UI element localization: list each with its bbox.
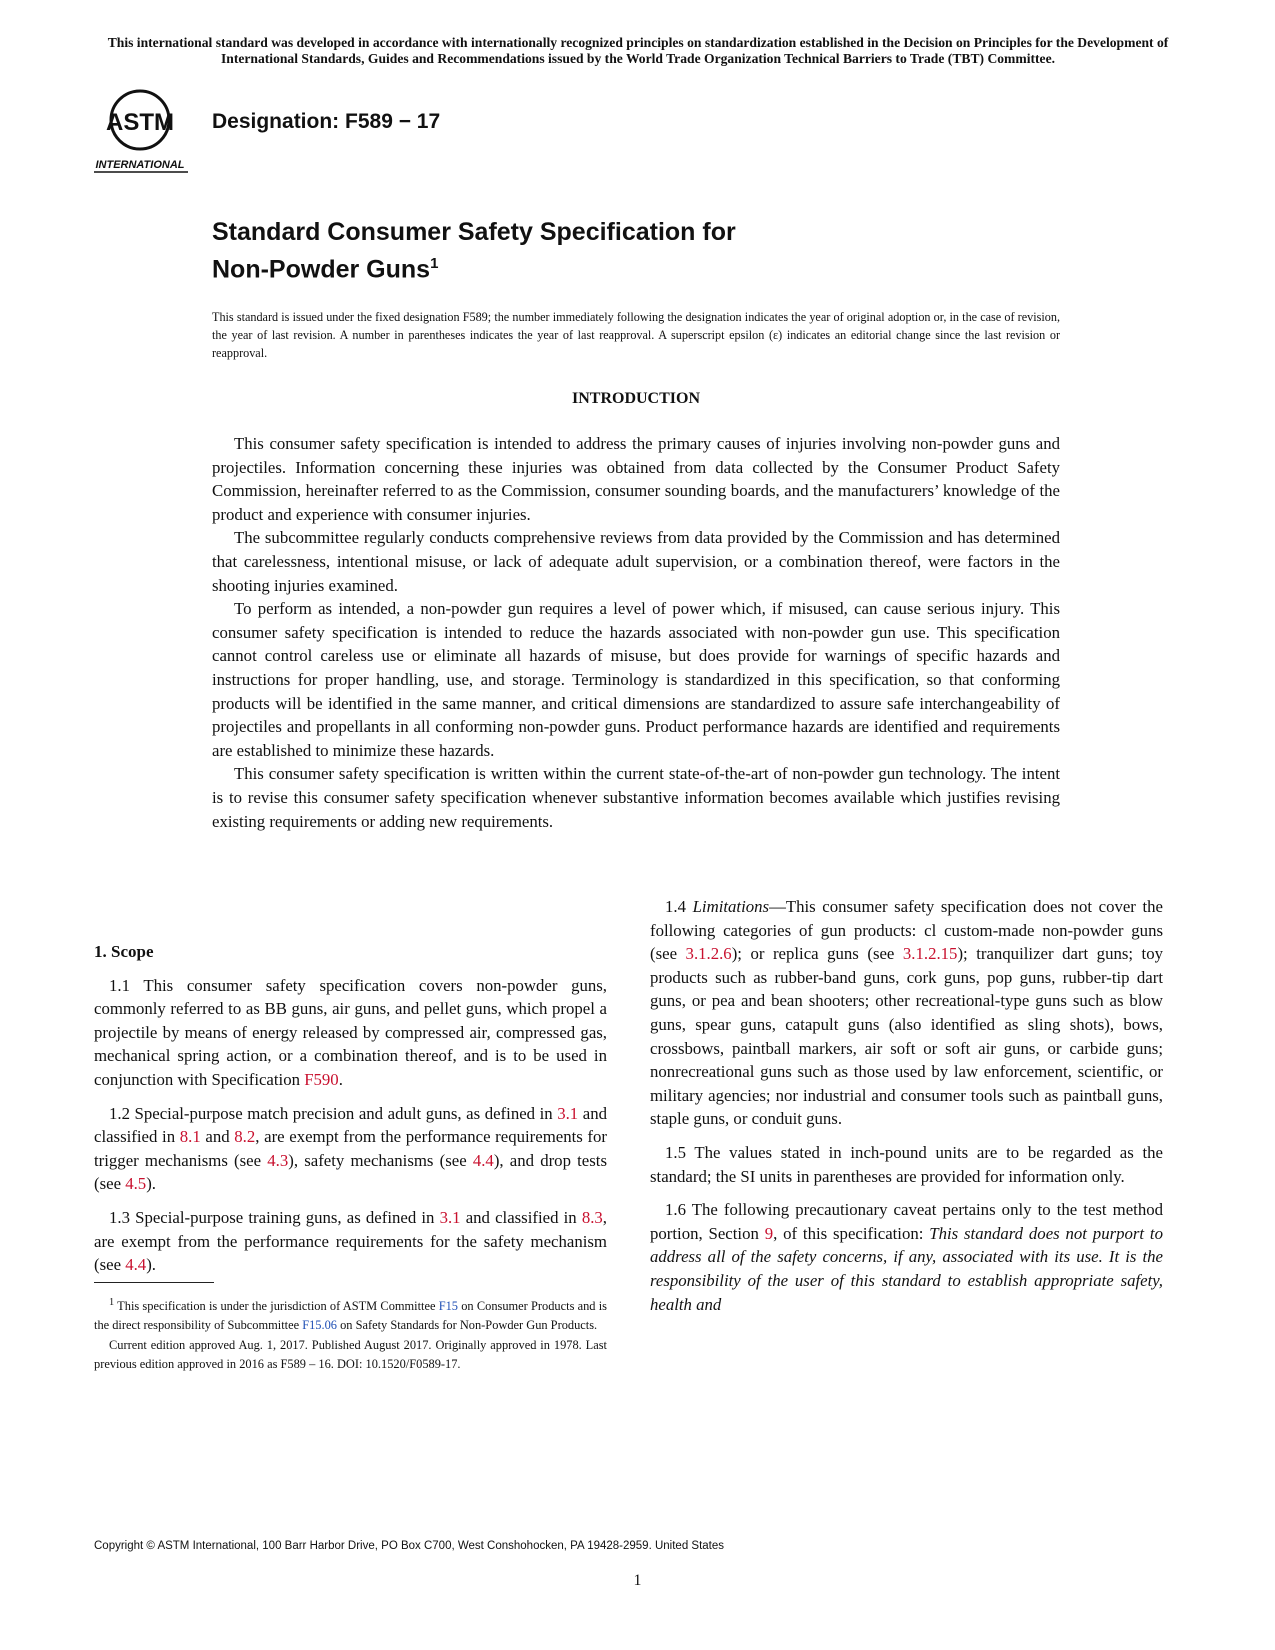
text: and bbox=[200, 1127, 235, 1147]
subcommittee-f15-06-link[interactable]: F15.06 bbox=[302, 1317, 337, 1332]
ref-8-1-link[interactable]: 8.1 bbox=[179, 1127, 201, 1147]
wto-notice: This international standard was developed in accordance with internationally recognized principles on standardization established in the Decision on Principles for the Development of International Standards, Guides and Recommendations issued by the World Trade Organization Technical Barriers to Trade (TBT) Committee. bbox=[107, 35, 1169, 66]
intro-paragraph: To perform as intended, a non-powder gun requires a level of power which, if misused, can cause serious injury. This consumer safety specification is intended to reduce the hazards associated with non-powder gun use. This specification cannot control careless use or eliminate all hazards of misuse, but does provide for warnings of specific hazards and instructions for proper handling, use, and storage. Terminology is standardized in this specification, so that conforming products will be identified in the same manner, and critical dimensions are standardized to assure safe interchangeability of projectiles and propellants in all conforming non-powder guns. Product performance hazards are identified and requirements are established to minimize these hazards. bbox=[212, 599, 1060, 760]
text: ). bbox=[146, 1174, 156, 1194]
footnote-mark: 1 bbox=[109, 1297, 115, 1308]
ref-8-3-link[interactable]: 8.3 bbox=[581, 1207, 603, 1227]
ref-3-1-link[interactable]: 3.1 bbox=[557, 1103, 579, 1123]
astm-logo bbox=[88, 86, 200, 176]
section-1-6 bbox=[650, 1198, 1163, 1316]
text: ), and drop tests (see bbox=[94, 1150, 607, 1194]
footnote-divider bbox=[94, 1282, 214, 1283]
title-line-2 bbox=[212, 248, 736, 285]
logo-letters: ASTM bbox=[106, 109, 174, 136]
text: ); or replica guns (see bbox=[731, 944, 903, 964]
logo-subtext: INTERNATIONAL bbox=[95, 159, 185, 171]
section-1-3 bbox=[94, 1206, 607, 1277]
intro-paragraph: This consumer safety specification is written within the current state-of-the-art of non-powder gun technology. The intent is to revise this consumer safety specification whenever substantive information becomes available which justifies revising existing requirements or adding new requirements. bbox=[212, 764, 1060, 831]
section-1-1 bbox=[94, 974, 607, 1092]
page-number: 1 bbox=[633, 1572, 642, 1589]
section-1-4 bbox=[650, 895, 1163, 1131]
title-line-1: Standard Consumer Safety Specification for bbox=[212, 218, 736, 246]
text: This specification is under the jurisdiction of ASTM Committee bbox=[114, 1299, 439, 1314]
text: , of this specification: bbox=[773, 1223, 930, 1243]
text: , are exempt from the performance requirements for the safety mechanism (see bbox=[94, 1207, 607, 1275]
committee-f15-link[interactable]: F15 bbox=[438, 1299, 459, 1314]
text: 1.4 bbox=[665, 897, 693, 916]
introduction-body bbox=[212, 432, 1060, 833]
section-1-2 bbox=[94, 1102, 607, 1196]
ref-8-2-link[interactable]: 8.2 bbox=[234, 1127, 256, 1147]
text: , are exempt from the performance requirements for trigger mechanisms (see bbox=[94, 1127, 608, 1170]
ref-4-5-link[interactable]: 4.5 bbox=[125, 1174, 147, 1194]
ref-3-1-2-6-link[interactable]: 3.1.2.6 bbox=[685, 944, 732, 964]
ref-4-4-link[interactable]: 4.4 bbox=[472, 1150, 494, 1170]
document-title bbox=[212, 216, 736, 285]
right-column bbox=[650, 895, 1163, 1326]
footnote-1 bbox=[94, 1294, 607, 1334]
footnote-edition: Current edition approved Aug. 1, 2017. Published August 2017. Originally approved in 1978. Last previous edition approved in 2016 as F589 – 16. DOI: 10.1520/F0589-17. bbox=[94, 1338, 607, 1371]
text: ). bbox=[146, 1255, 156, 1275]
title-footnote-mark: 1 bbox=[430, 255, 439, 272]
issue-note: This standard is issued under the fixed designation F589; the number immediately following the designation indicates the year of original adoption or, in the case of revision, the year of last revision. A number in parentheses indicates the year of last reapproval. A superscript epsilon (ε) indicates an editorial change since the last revision or reapproval. bbox=[212, 310, 1060, 360]
ref-f590-link[interactable]: F590 bbox=[304, 1069, 339, 1089]
text: 1.3 Special-purpose training guns, as defined in bbox=[109, 1207, 440, 1227]
designation: Designation: F589 − 17 bbox=[212, 110, 441, 133]
text: on Consumer Products and is the direct responsibility of Subcommittee bbox=[94, 1299, 607, 1332]
ref-3-1-2-15-link[interactable]: 3.1.2.15 bbox=[902, 944, 958, 964]
intro-paragraph: This consumer safety specification is intended to address the primary causes of injuries involving non-powder guns and projectiles. Information concerning these injuries was obtained from data collected by the Consumer Product Safety Commission, hereinafter referred to as the Commission, consumer sounding boards, and the manufacturers’ knowledge of the product and experience with consumer injuries. bbox=[212, 434, 1060, 524]
text: on Safety Standards for Non-Powder Gun Products. bbox=[336, 1317, 598, 1332]
left-column bbox=[94, 940, 607, 1287]
ref-4-3-link[interactable]: 4.3 bbox=[267, 1150, 289, 1170]
introduction-heading: INTRODUCTION bbox=[571, 390, 700, 407]
text: 1.6 The following precautionary caveat pertains only to the test method portion, Section bbox=[650, 1200, 1163, 1243]
ref-3-1-link[interactable]: 3.1 bbox=[439, 1207, 461, 1227]
text: 1.1 This consumer safety specification covers non-powder guns, commonly referred to as BB guns, air guns, and pellet guns, which propel a projectile by means of energy released by compressed air, compressed gas, mechanical spring action, or a combination thereof, and is to be used in conjunction with Specification bbox=[94, 975, 607, 1089]
text: ); tranquilizer dart guns; toy products such as rubber-band guns, cork guns, pop guns, rubber-tip dart guns, or pea and bean shooters; other recreational-type guns such as blow guns, spear guns, catapult guns (also identified as sling shots), bows, crossbows, paintball markers, air soft or soft air guns, or carbide guns; nonrecreational guns such as those used by law enforcement, scientific, or military agencies; nor industrial and consumer tools such as paintball guns, staple guns, or conduit guns. bbox=[650, 944, 1163, 1129]
footnote bbox=[94, 1294, 607, 1375]
text: 1.2 Special-purpose match precision and adult guns, as defined in bbox=[109, 1103, 558, 1123]
text: and classified in bbox=[94, 1103, 607, 1147]
scope-heading: 1. Scope bbox=[94, 942, 154, 961]
caveat-text: This standard does not purport to address all of the safety concerns, if any, associated with its use. It is the responsibility of the user of this standard to establish appropriate safety, health and bbox=[650, 1223, 1163, 1314]
title-line-2-text: Non-Powder Guns bbox=[212, 255, 431, 284]
ref-4-4-link[interactable]: 4.4 bbox=[125, 1255, 147, 1275]
text: —This consumer safety specification does not cover the following categories of gun products: cl custom-made non-powder guns (see bbox=[650, 897, 1163, 964]
ref-section-9-link[interactable]: 9 bbox=[764, 1223, 774, 1243]
section-1-5: 1.5 The values stated in inch-pound units are to be regarded as the standard; the SI units in parentheses are provided for information only. bbox=[650, 1142, 1163, 1186]
text: and classified in bbox=[460, 1207, 582, 1227]
intro-paragraph: The subcommittee regularly conducts comprehensive reviews from data provided by the Commission and has determined that carelessness, intentional misuse, or lack of adequate adult supervision, or a combination thereof, were factors in the shooting injuries examined. bbox=[212, 528, 1060, 595]
text: . bbox=[338, 1069, 343, 1089]
limitations-label: Limitations bbox=[692, 897, 770, 916]
text: ), safety mechanisms (see bbox=[288, 1150, 473, 1170]
copyright: Copyright © ASTM International, 100 Barr Harbor Drive, PO Box C700, West Conshohocken, PA 19428-2959. United States bbox=[94, 1540, 725, 1552]
astm-logo-icon bbox=[88, 86, 200, 176]
